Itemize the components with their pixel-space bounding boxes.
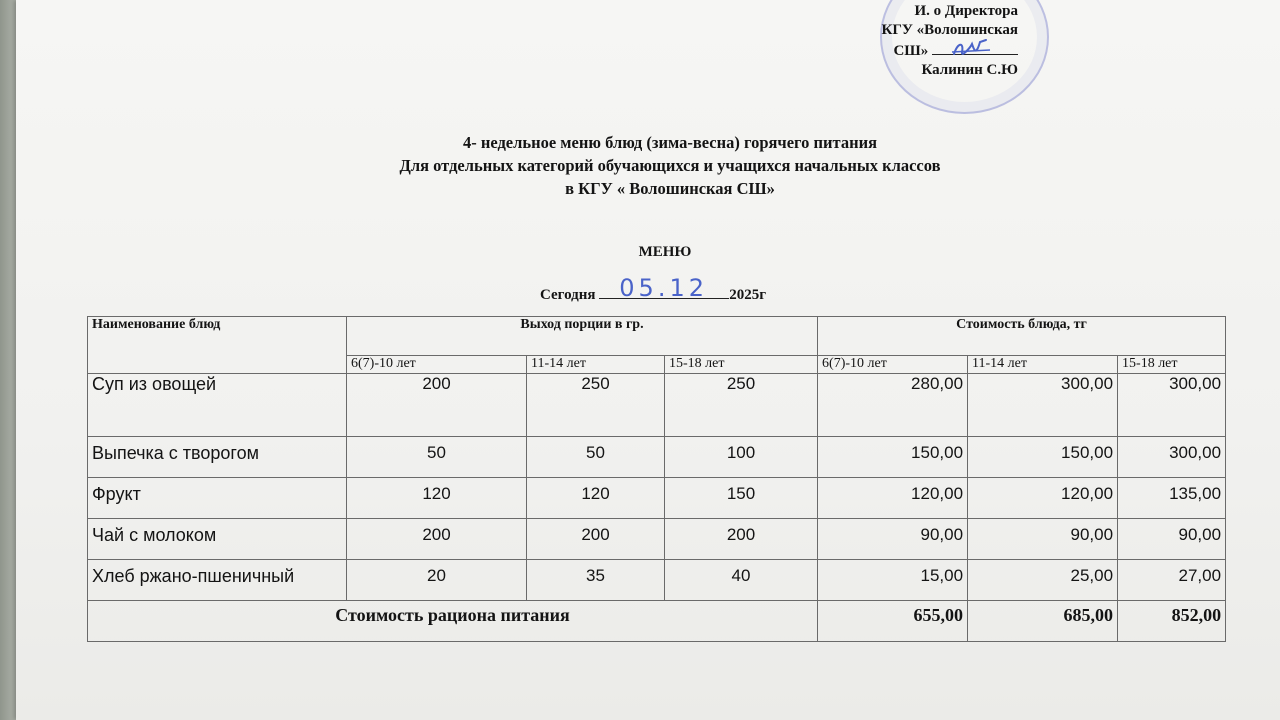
menu-title: МЕНЮ xyxy=(638,244,692,260)
dish-name: Суп из овощей xyxy=(88,374,347,437)
total-cell: 852,00 xyxy=(1118,601,1226,642)
portion-cell: 150 xyxy=(665,478,818,519)
cost-cell: 280,00 xyxy=(818,374,968,437)
table-row xyxy=(88,437,1226,478)
portion-cell: 50 xyxy=(347,437,527,478)
table-row xyxy=(88,519,1226,560)
date-blank xyxy=(599,274,729,302)
cost-cell: 90,00 xyxy=(1118,519,1226,560)
cost-cell: 25,00 xyxy=(968,560,1118,601)
column-header-name: Наименование блюд xyxy=(88,317,347,374)
cost-age-1: 6(7)-10 лет xyxy=(818,356,968,374)
dish-name: Чай с молоком xyxy=(88,519,347,560)
portion-cell: 40 xyxy=(665,560,818,601)
header-line-3: в КГУ « Волошинская СШ» xyxy=(565,179,775,198)
table-row xyxy=(88,478,1226,519)
cost-cell: 120,00 xyxy=(818,478,968,519)
portion-cell: 250 xyxy=(665,374,818,437)
table-header-row xyxy=(88,317,1226,356)
portion-cell: 50 xyxy=(527,437,665,478)
approval-org-suffix: СШ» xyxy=(893,43,929,59)
table-row xyxy=(88,560,1226,601)
signature-mark xyxy=(950,36,994,62)
portion-cell: 200 xyxy=(527,519,665,560)
dish-name: Хлеб ржано-пшеничный xyxy=(88,560,347,601)
year-suffix: 2025г xyxy=(729,287,767,303)
dish-name: Фрукт xyxy=(88,478,347,519)
cost-cell: 300,00 xyxy=(968,374,1118,437)
portion-cell: 200 xyxy=(347,374,527,437)
portion-age-1: 6(7)-10 лет xyxy=(347,356,527,374)
portion-cell: 100 xyxy=(665,437,818,478)
cost-cell: 90,00 xyxy=(968,519,1118,560)
total-label: Стоимость рациона питания xyxy=(88,601,818,642)
portion-age-2: 11-14 лет xyxy=(527,356,665,374)
cost-cell: 150,00 xyxy=(818,437,968,478)
portion-age-3: 15-18 лет xyxy=(665,356,818,374)
today-line xyxy=(540,274,840,304)
approval-org: КГУ «Волошинская xyxy=(881,22,1018,38)
column-group-portion: Выход порции в гр. xyxy=(347,317,818,356)
cost-cell: 120,00 xyxy=(968,478,1118,519)
document-header xyxy=(260,131,1080,200)
table-row xyxy=(88,374,1226,437)
total-cell: 685,00 xyxy=(968,601,1118,642)
portion-cell: 35 xyxy=(527,560,665,601)
cost-age-2: 11-14 лет xyxy=(968,356,1118,374)
cost-cell: 300,00 xyxy=(1118,374,1226,437)
cost-cell: 90,00 xyxy=(818,519,968,560)
cost-cell: 15,00 xyxy=(818,560,968,601)
today-label: Сегодня xyxy=(540,287,596,303)
cost-cell: 150,00 xyxy=(968,437,1118,478)
cost-age-3: 15-18 лет xyxy=(1118,356,1226,374)
cost-cell: 27,00 xyxy=(1118,560,1226,601)
approval-position: И. о Директора xyxy=(914,3,1018,19)
cost-cell: 300,00 xyxy=(1118,437,1226,478)
portion-cell: 200 xyxy=(347,519,527,560)
portion-cell: 250 xyxy=(527,374,665,437)
menu-table xyxy=(87,316,1226,642)
header-line-1: 4- недельное меню блюд (зима-весна) горячего питания xyxy=(462,133,878,152)
cost-cell: 135,00 xyxy=(1118,478,1226,519)
portion-cell: 200 xyxy=(665,519,818,560)
approval-name: Калинин С.Ю xyxy=(921,62,1018,78)
portion-cell: 120 xyxy=(347,478,527,519)
header-line-2: Для отдельных категорий обучающихся и учащихся начальных классов xyxy=(399,156,941,175)
column-group-cost: Стоимость блюда, тг xyxy=(818,317,1226,356)
portion-cell: 20 xyxy=(347,560,527,601)
total-cell: 655,00 xyxy=(818,601,968,642)
handwritten-date: 05.12 xyxy=(619,274,708,302)
total-row xyxy=(88,601,1226,642)
dish-name: Выпечка с творогом xyxy=(88,437,347,478)
portion-cell: 120 xyxy=(527,478,665,519)
